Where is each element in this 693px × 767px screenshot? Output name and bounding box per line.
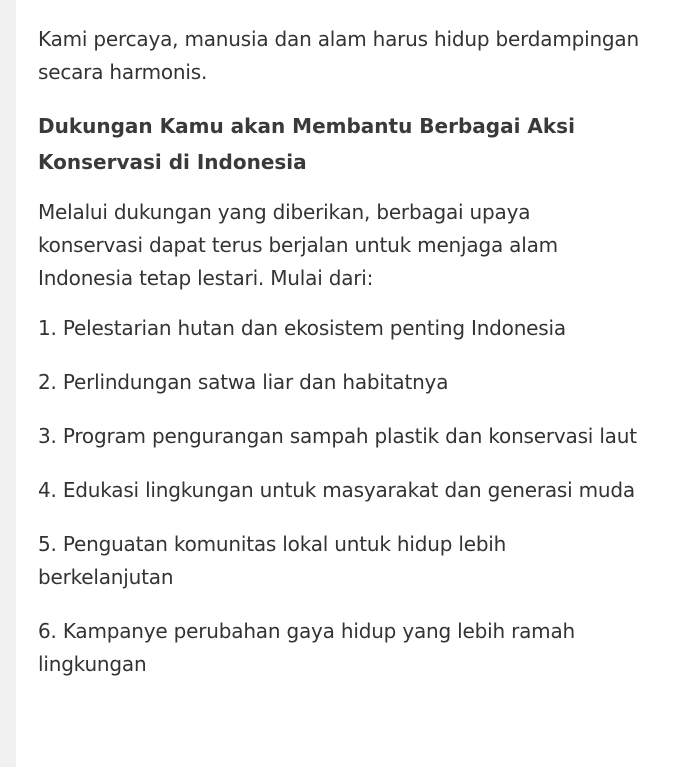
list-item: 5. Penguatan komunitas lokal untuk hidup lebih berkelanjutan bbox=[38, 532, 507, 589]
list-item: 6. Kampanye perubahan gaya hidup yang lebih ramah lingkungan bbox=[38, 619, 575, 676]
intro-paragraph: Kami percaya, manusia dan alam harus hidup berdampingan secara harmonis. bbox=[38, 27, 639, 84]
body-paragraph: Melalui dukungan yang diberikan, berbagai upaya konservasi dapat terus berjalan untuk menjaga alam Indonesia tetap lestari. Mulai dari: bbox=[38, 200, 558, 290]
section-heading: Dukungan Kamu akan Membantu Berbagai Aksi Konservasi di Indonesia bbox=[38, 114, 575, 174]
list-item: 1. Pelestarian hutan dan ekosistem penting Indonesia bbox=[38, 316, 566, 340]
conservation-list bbox=[38, 312, 678, 681]
list-item: 3. Program pengurangan sampah plastik dan konservasi laut bbox=[38, 424, 637, 448]
list-item: 4. Edukasi lingkungan untuk masyarakat dan generasi muda bbox=[38, 478, 635, 502]
list-item: 2. Perlindungan satwa liar dan habitatnya bbox=[38, 370, 449, 394]
article-card bbox=[16, 0, 693, 767]
